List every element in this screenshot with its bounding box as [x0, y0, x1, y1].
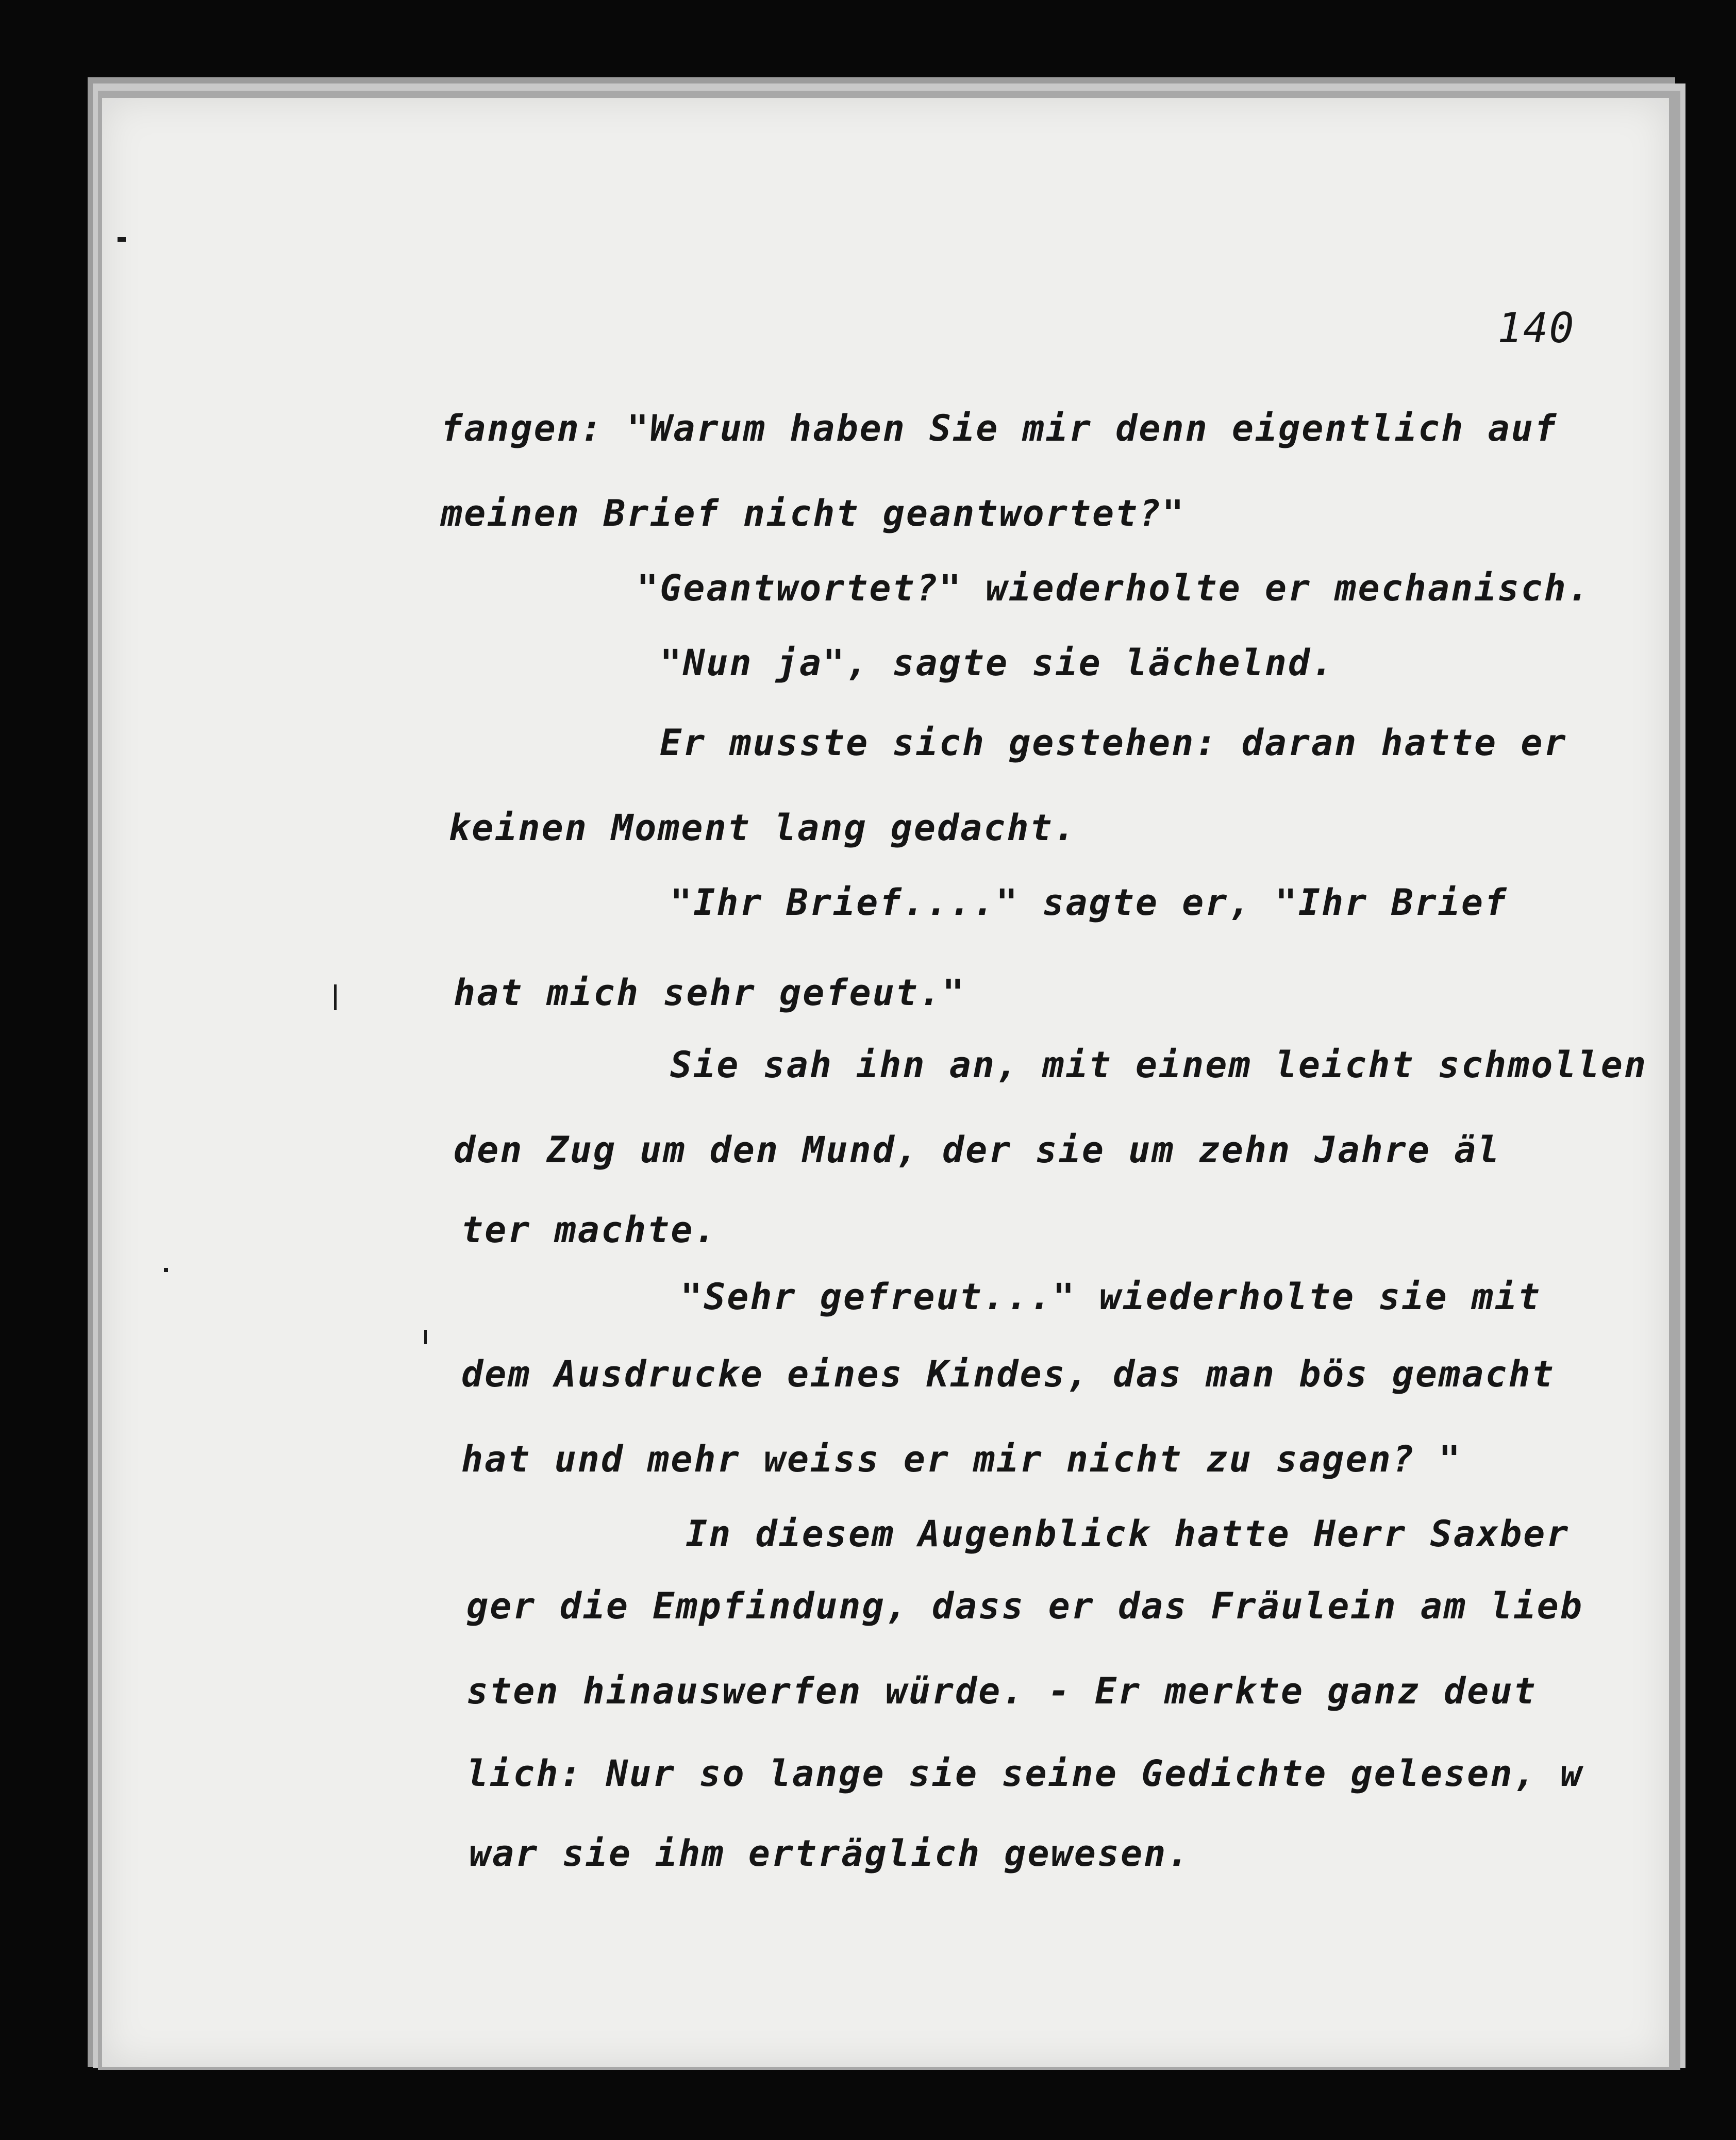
text-line: Sie sah ihn an, mit einem leicht schmollen — [670, 1044, 1648, 1086]
text-line: hat und mehr weiss er mir nicht zu sagen? " — [461, 1438, 1462, 1480]
text-line: "Nun ja", sagte sie lächelnd. — [660, 642, 1335, 684]
text-line: "Ihr Brief...." sagte er, "Ihr Brief — [670, 881, 1508, 924]
text-line: sten hinauswerfen würde. - Er merkte ganz deut — [466, 1670, 1537, 1712]
text-line: den Zug um den Mund, der sie um zehn Jahre äl — [454, 1129, 1501, 1171]
text-line: meinen Brief nicht geantwortet?" — [441, 492, 1186, 534]
text-line: ger die Empfindung, dass er das Fräulein am lieb — [466, 1585, 1583, 1627]
text-line: ter machte. — [461, 1209, 717, 1251]
text-line: dem Ausdrucke eines Kindes, das man bös gemacht — [461, 1353, 1555, 1395]
text-line: "Geantwortet?" wiederholte er mechanisch. — [637, 567, 1591, 609]
page-number: 140 — [1497, 304, 1575, 352]
text-line: keinen Moment lang gedacht. — [448, 807, 1077, 849]
stray-mark — [424, 1330, 427, 1344]
stray-mark — [164, 1268, 168, 1272]
text-line: hat mich sehr gefeut." — [454, 972, 966, 1014]
stray-mark — [334, 984, 337, 1010]
text-line: Er musste sich gestehen: daran hatte er — [660, 722, 1567, 764]
stray-mark — [118, 237, 126, 242]
text-line: war sie ihm erträglich gewesen. — [469, 1832, 1191, 1875]
text-line: "Sehr gefreut..." wiederholte sie mit — [680, 1276, 1542, 1318]
text-line: In diesem Augenblick hatte Herr Saxber — [686, 1513, 1570, 1555]
text-line: lich: Nur so lange sie seine Gedichte gelesen, w — [466, 1752, 1583, 1795]
text-line: fangen: "Warum haben Sie mir denn eigentlich auf — [441, 407, 1558, 449]
bleed-through-texture — [463, 448, 1366, 488]
